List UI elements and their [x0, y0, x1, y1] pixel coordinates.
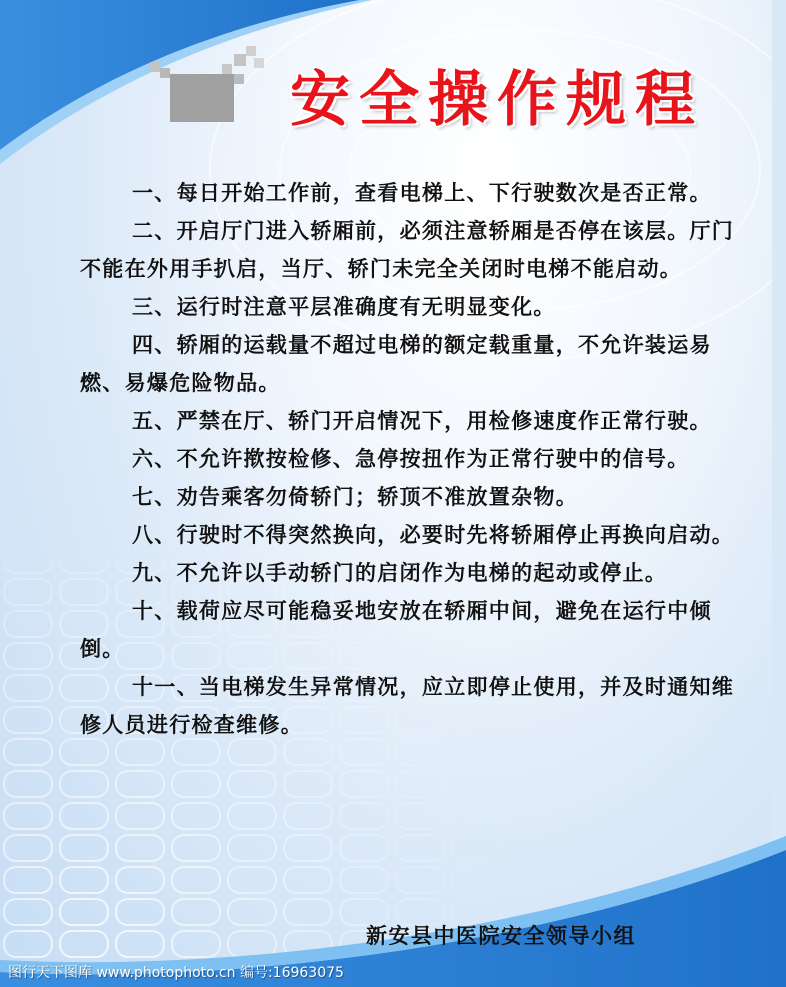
rule-item: 十、载荷应尽可能稳妥地安放在轿厢中间，避免在运行中倾倒。	[80, 599, 712, 661]
watermark-text: 图行天下图库 www.photophoto.cn 编号:16963075	[8, 965, 344, 981]
rule-item: 八、行驶时不得突然换向，必要时先将轿厢停止再换向启动。	[132, 523, 735, 547]
rule-item: 一、每日开始工作前，查看电梯上、下行驶数次是否正常。	[132, 181, 712, 205]
page-title: 安全操作规程	[290, 65, 704, 135]
rule-item: 十一、当电梯发生异常情况，应立即停止使用，并及时通知维修人员进行检查维修。	[80, 675, 735, 737]
rules-list	[80, 174, 744, 744]
pixel-logo-icon	[150, 44, 270, 124]
rule-item: 六、不允许揿按检修、急停按扭作为正常行驶中的信号。	[132, 447, 690, 471]
rule-item: 九、不允许以手动轿门的启闭作为电梯的起动或停止。	[132, 561, 668, 585]
rule-item: 四、轿厢的运载量不超过电梯的额定载重量，不允许装运易燃、易爆危险物品。	[80, 333, 712, 395]
rule-item: 三、运行时注意平层准确度有无明显变化。	[132, 295, 556, 319]
rule-item: 五、严禁在厅、轿门开启情况下，用检修速度作正常行驶。	[132, 409, 712, 433]
rule-item: 七、劝告乘客勿倚轿门；轿顶不准放置杂物。	[132, 485, 578, 509]
rule-item: 二、开启厅门进入轿厢前，必须注意轿厢是否停在该层。厅门不能在外用手扒启，当厅、轿门未完全关闭时电梯不能启动。	[80, 219, 735, 281]
issuer-signature: 新安县中医院安全领导小组	[366, 924, 636, 948]
